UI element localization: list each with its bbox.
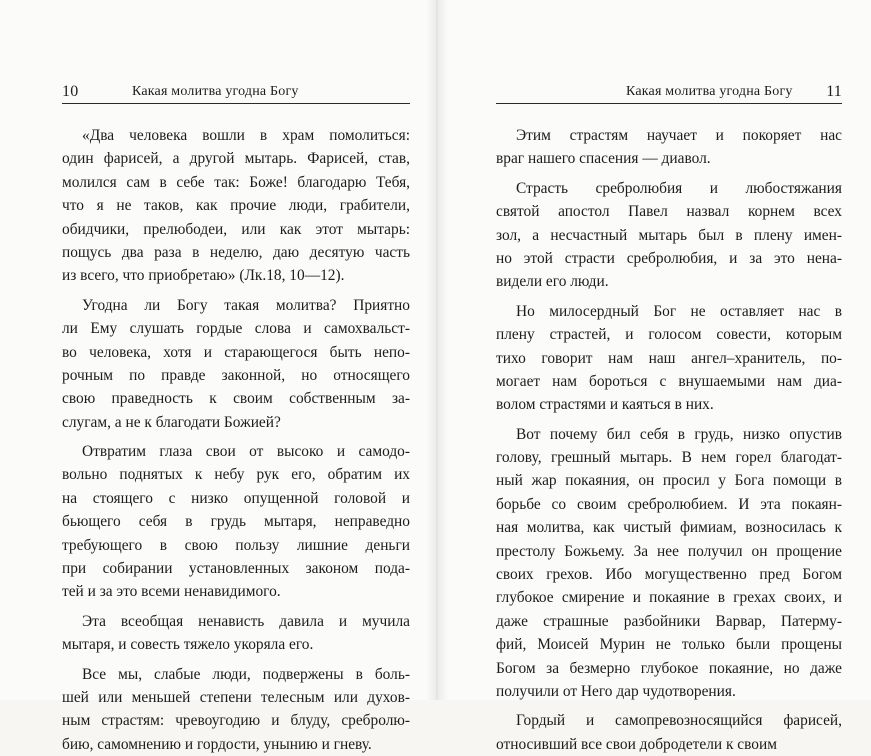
- text-line: Гордый и самопревозносящийся фарисей,: [516, 712, 842, 730]
- text-line: Отвратим глаза свои от высоко и самодо-: [82, 443, 410, 461]
- paragraph: [496, 423, 842, 704]
- running-head-title: Какая молитва угодна Богу: [132, 84, 299, 99]
- text-line: при собирании установленных законом пода-: [62, 560, 410, 578]
- text-line: плену страстей, и голосом совести, которым: [496, 326, 842, 344]
- paragraph: [496, 177, 842, 294]
- text-line: во человека, хотя и старающегося быть непо-: [62, 343, 410, 361]
- text-line: свою праведность к своим собственным за-: [62, 390, 410, 408]
- text-line: святой апостол Павел назвал корнем всех: [496, 203, 842, 221]
- left-page-body: [62, 124, 410, 756]
- text-line: шей или меньшей степени телесным или духов-: [62, 688, 410, 706]
- right-running-header: [496, 84, 842, 104]
- text-line: фий, Моисей Мурин не только были прощены: [496, 636, 842, 654]
- text-line: относивший все свои добродетели к своим: [496, 735, 777, 753]
- text-line: престолу Божьему. За нее получил он прощение: [496, 542, 842, 560]
- text-line: что я не таков, как прочие люди, грабители,: [62, 197, 410, 215]
- text-line: рочным по правде законной, но относящего: [62, 366, 410, 384]
- text-line: из всего, что приобретаю» (Лк.18, 10—12).: [62, 267, 345, 285]
- text-line: «Два человека вошли в храм помолиться:: [82, 127, 410, 144]
- right-page-body: [496, 124, 842, 756]
- text-line: но этой страсти сребролюбия, и за это нена-: [496, 249, 842, 267]
- text-line: своих грехов. Ибо могущественно пред Богом: [496, 566, 842, 584]
- text-line: на стоящего с низко опущенной головой и: [62, 489, 410, 507]
- text-line: ли Ему слушать гордые слова и самохвальст-: [62, 320, 410, 338]
- text-line: тихо говорит нам наш ангел–хранитель, по-: [496, 349, 842, 367]
- text-line: Богом за безмерно глубокое покаяние, но даже: [496, 659, 842, 677]
- paragraph: [62, 663, 410, 756]
- text-line: пощусь два раза в неделю, даю десятую часть: [62, 243, 410, 261]
- text-line: слугам, а не к благодати Божией?: [62, 413, 281, 431]
- text-line: Эта всеобщая ненависть давила и мучила: [82, 612, 410, 630]
- header-rule: [496, 103, 842, 104]
- text-line: даже страшные разбойники Варвар, Патермy-: [496, 612, 842, 630]
- text-line: молился сам в себе так: Боже! благодарю Тебя,: [62, 173, 410, 191]
- text-line: голову, грешный мытарь. В нем горел благодат-: [496, 449, 842, 467]
- paragraph: [62, 124, 410, 288]
- header-rule: [62, 103, 410, 104]
- text-line: бьющего себя в грудь мытаря, неправедно: [62, 513, 410, 531]
- text-line: обидчики, прелюбодеи, или как этот мытарь:: [62, 220, 410, 238]
- text-line: Но милосердный Бог не оставляет нас в: [516, 302, 842, 320]
- text-line: Все мы, слабые люди, подвержены в боль-: [82, 665, 410, 683]
- text-line: Этим страстям научает и покоряет нас: [516, 127, 842, 144]
- running-head-title: Какая молитва угодна Богу: [626, 84, 793, 99]
- left-running-header: [62, 84, 410, 104]
- page-number: 11: [826, 83, 842, 100]
- text-line: борьбе со своим сребролюбием. И эта покаян-: [496, 495, 842, 513]
- text-line: Угодна ли Богу такая молитва? Приятно: [82, 296, 410, 314]
- text-line: глубокое смирение и покаяние в грехах своих, и: [496, 589, 842, 607]
- paragraph: [496, 300, 842, 417]
- page-number: 10: [62, 83, 79, 100]
- text-line: мытаря, и совесть тяжело укоряла его.: [62, 636, 314, 654]
- text-line: ным страстям: чревоугодию и блуду, сребролю-: [62, 712, 410, 730]
- paragraph: [62, 440, 410, 604]
- text-line: вольно поднятых к небу рук его, обратим их: [62, 466, 410, 484]
- paragraph: [62, 294, 410, 434]
- text-line: волом страстями и каяться в них.: [496, 396, 714, 414]
- paragraph: [496, 124, 842, 171]
- text-line: зол, а несчастный мытарь был в плену имен-: [496, 226, 842, 244]
- text-line: ный жар покаяния, он просил у Бога помощи в: [496, 472, 842, 490]
- text-line: один фарисей, а другой мытарь. Фарисей, став,: [62, 150, 410, 168]
- text-line: требующего в свою пользу лишние деньги: [62, 536, 410, 554]
- text-line: тей и за это всеми ненавидимого.: [62, 583, 281, 601]
- paragraph: [62, 610, 410, 657]
- book-gutter: [426, 0, 448, 700]
- paragraph: [496, 709, 842, 756]
- text-line: Вот почему бил себя в грудь, низко опустив: [516, 425, 842, 443]
- text-line: Страсть сребролюбия и любостяжания: [516, 179, 842, 197]
- text-line: видели его люди.: [496, 273, 609, 291]
- text-line: бию, самомнению и гордости, унынию и гневу.: [62, 735, 372, 753]
- text-line: получили от Него дар чудотворения.: [496, 682, 736, 700]
- left-page: [0, 0, 436, 753]
- text-line: могает нам бороться с внушаемыми нам диа-: [496, 372, 842, 390]
- text-line: ная молитва, как чистый фимиам, возносилась к: [496, 519, 842, 537]
- text-line: враг нашего спасения — диавол.: [496, 150, 711, 168]
- right-page: [436, 0, 871, 753]
